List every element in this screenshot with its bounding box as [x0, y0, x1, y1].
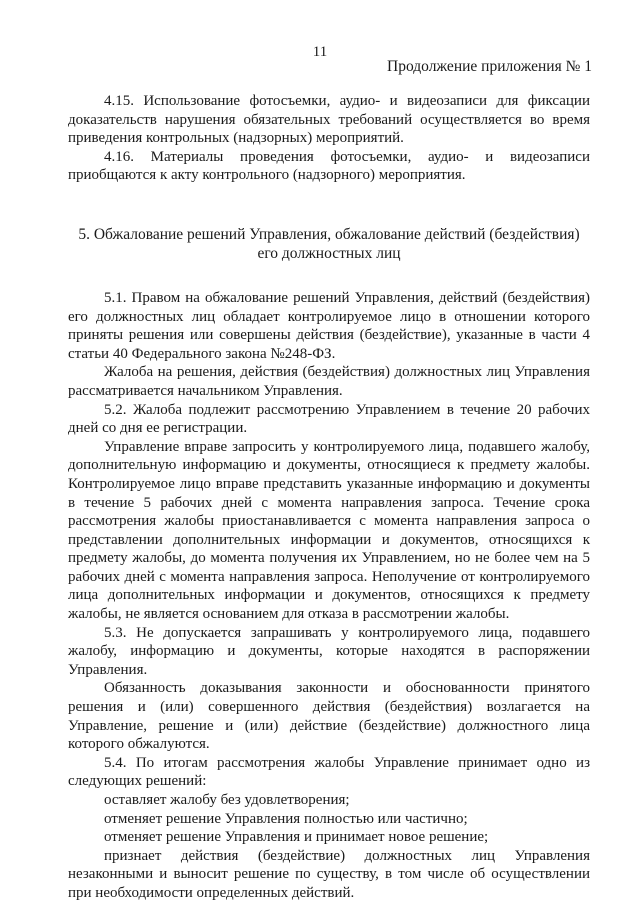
section-title-line1: 5. Обжалование решений Управления, обжалование действий (бездействия) — [78, 225, 580, 243]
paragraph-complaint-review: Жалоба на решения, действия (бездействия) должностных лиц Управления рассматривается начальником Управления. — [68, 364, 590, 399]
decision-item-3: отменяет решение Управления и принимает новое решение; — [104, 829, 489, 846]
paragraph-5-4: 5.4. По итогам рассмотрения жалобы Управление принимает одно из следующих решений: — [68, 754, 590, 790]
document-body — [68, 92, 590, 903]
paragraph-4-15: 4.15. Использование фотосъемки, аудио- и видеозаписи для фиксации доказательств нарушения обязательных требований осуществляется во время приведения контрольных (надзорных) мероприятий. — [68, 93, 590, 147]
decision-item-1: оставляет жалобу без удовлетворения; — [104, 792, 350, 808]
paragraph-4-16: 4.16. Материалы проведения фотосъемки, аудио- и видеозаписи приобщаются к акту контрольного (надзорного) мероприятия. — [68, 148, 590, 184]
section-title-line2: его должностных лиц — [257, 244, 401, 262]
paragraph-5-2: 5.2. Жалоба подлежит рассмотрению Управлением в течение 20 рабочих дней со дня ее регистрации. — [68, 401, 590, 437]
section-heading — [68, 225, 590, 263]
page-number: 11 — [312, 44, 328, 60]
paragraph-5-3: 5.3. Не допускается запрашивать у контролируемого лица, подавшего жалобу, информацию и документы, которые находятся в распоряжении Управления. — [68, 624, 590, 678]
decision-item-2: отменяет решение Управления полностью или частично; — [104, 810, 468, 827]
paragraph-request-info: Управление вправе запросить у контролируемого лица, подавшего жалобу, дополнительную информацию и документы, относящиеся к предмету жалобы. Контролируемое лицо вправе представить указанные информацию и документы в течение 5 рабочих дней с момента направления запроса. Течение срока рассмотрения жалобы приостанавливается с момента направления запроса о представлении дополнительных информации и документов, относящихся к предмету жалобы, до момента получения их Управлением, но не более чем на 5 рабочих дней с момента направления запроса. Неполучение от контролируемого лица дополнительных информации и документов, относящихся к предмету жалобы, не является основанием для отказа в рассмотрении жалобы. — [68, 438, 590, 623]
decision-item-4: признает действия (бездействие) должностных лиц Управления незаконными и выносит решение по существу, в том числе об осуществлении при необходимости определенных действий. — [68, 847, 590, 901]
paragraph-5-1: 5.1. Правом на обжалование решений Управления, действий (бездействия) его должностных лиц обладает контролируемое лицо в отношении которого приняты решения или совершены действия (бездействие), указанные в части 4 статьи 40 Федерального закона №248-ФЗ. — [68, 289, 590, 362]
paragraph-burden-of-proof: Обязанность доказывания законности и обоснованности принятого решения и (или) совершенного действия (бездействия) возлагается на Управление, решение и (или) действие (бездействие) должностного лица которого обжалуются. — [68, 680, 590, 753]
continuation-label: Продолжение приложения № 1 — [387, 58, 592, 75]
